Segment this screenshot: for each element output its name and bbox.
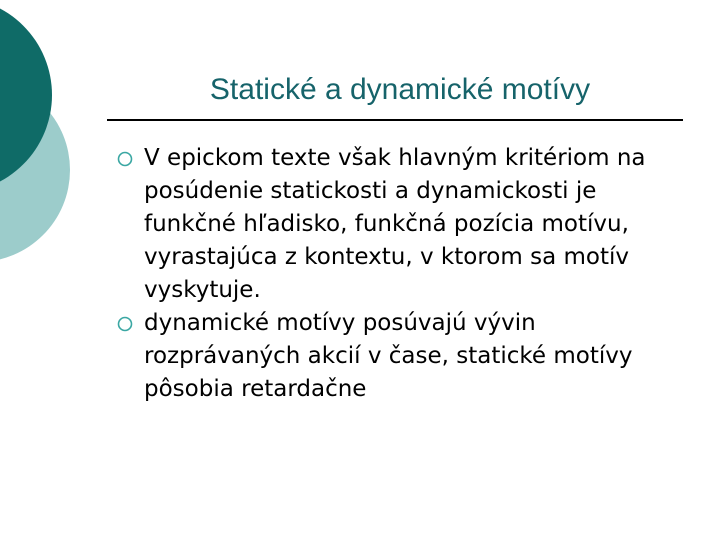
title-divider [107, 119, 683, 121]
hollow-circle-icon [116, 315, 134, 333]
bullet-list [116, 142, 676, 406]
bullet-item [116, 142, 676, 307]
bullet-text: dynamické motívy posúvajú vývin rozprávaných akcií v čase, statické motívy pôsobia retardačne [144, 310, 633, 402]
bullet-item [116, 307, 676, 406]
decorative-circles [0, 0, 120, 300]
slide-title: Statické a dynamické motívy [209, 73, 591, 106]
hollow-circle-icon [116, 150, 134, 168]
bullet-text: V epickom texte však hlavným kritériom na posúdenie statickosti a dynamickosti je funkčné hľadisko, funkčná pozícia motívu, vyrastajúca z kontextu, v ktorom sa motív vyskytuje. [144, 145, 646, 303]
